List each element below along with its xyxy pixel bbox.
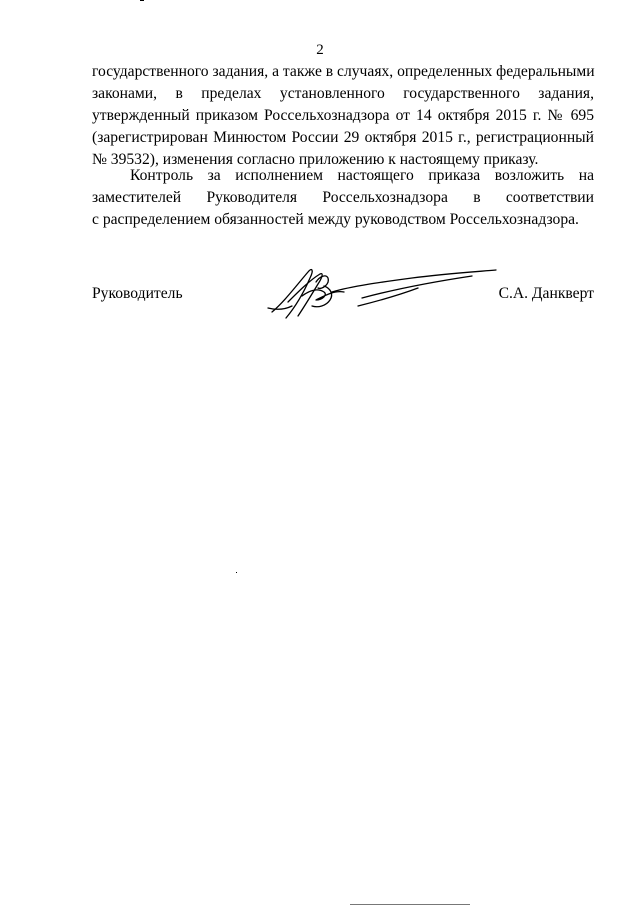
signatory-position: Руководитель [92,285,183,302]
scan-artifact [236,572,237,573]
paragraph-1-line-3: утвержденный приказом Россельхознадзора от 14 октября 2015 г. № 695 [92,107,594,124]
scan-artifact [140,0,144,1]
signatory-name: С.А. Данкверт [498,285,594,302]
handwritten-signature [262,262,502,324]
paragraph-1-line-5: № 39532), изменения согласно приложению к настоящему приказу. [92,151,539,168]
paragraph-1-line-2: законами, в пределах установленного государственного задания, [92,85,594,102]
page-number: 2 [316,42,324,58]
paragraph-1-line-4: (зарегистрирован Минюстом России 29 октября 2015 г., регистрационный [92,129,594,146]
paragraph-1-line-1: государственного задания, а также в случаях, определенных федеральными [92,63,595,80]
paragraph-2-line-3: с распределением обязанностей между руководством Россельхознадзора. [92,211,579,228]
paragraph-2-line-1: Контроль за исполнением настоящего приказа возложить на [130,167,594,184]
paragraph-2-line-2: заместителей Руководителя Россельхознадзора в соответствии [92,189,594,206]
